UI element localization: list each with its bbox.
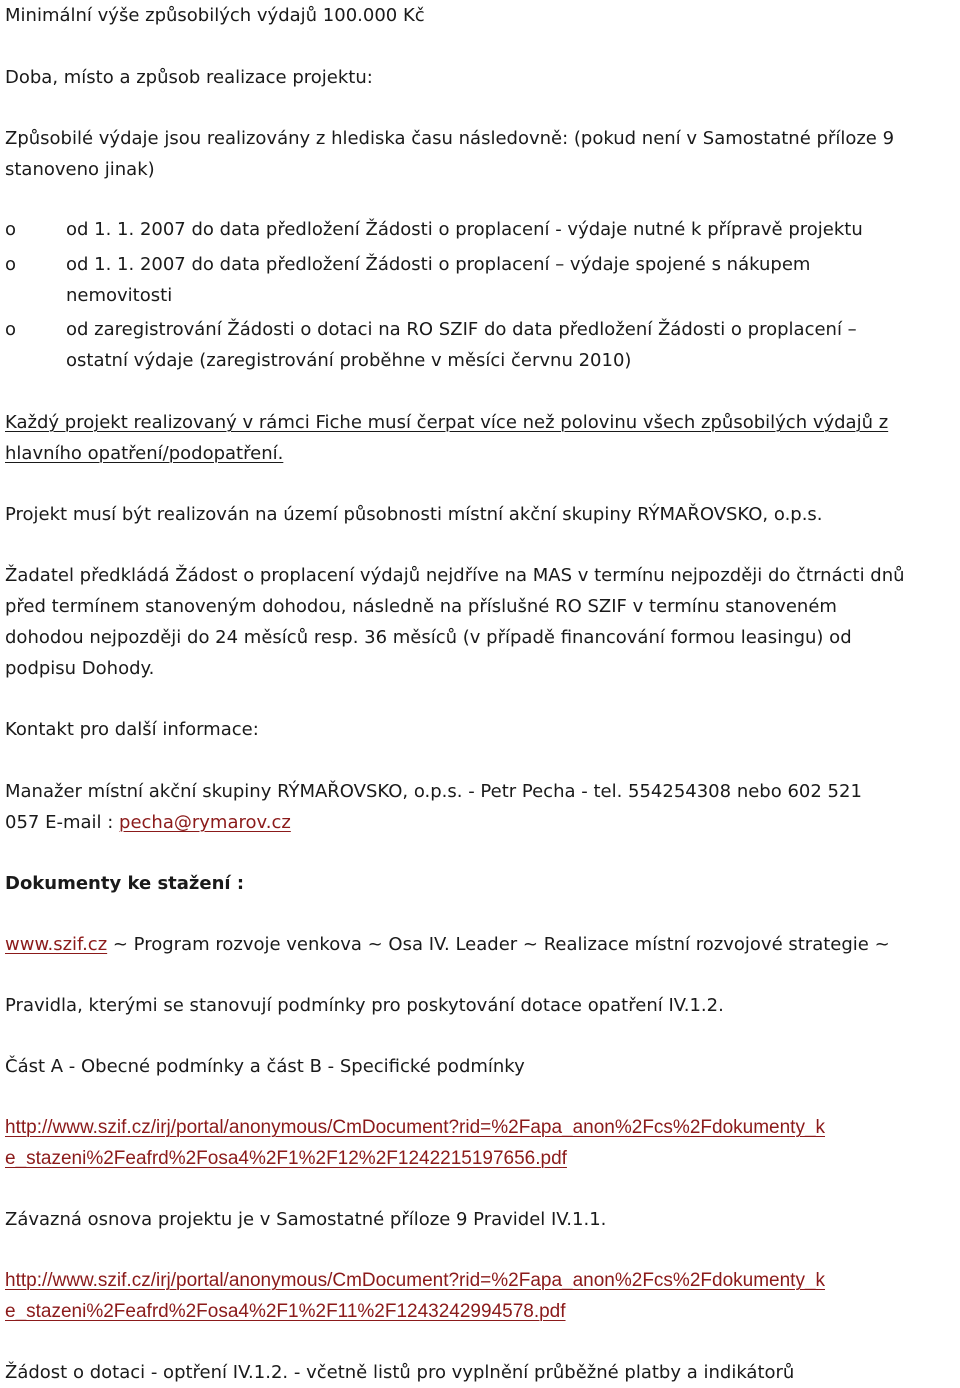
part-ab-text: Část A - Obecné podmínky a část B - Specifické podmínky — [5, 1056, 525, 1077]
application-form-text: Žádost o dotaci - optření IV.1.2. - včetně listů pro vyplnění průběžné platby a indikátorů — [5, 1362, 795, 1383]
bullet-marker: o — [5, 219, 17, 240]
rules-text: Pravidla, kterými se stanovují podmínky pro poskytování dotace opatření IV.1.2. — [5, 995, 724, 1016]
applicant-text-line3: dohodou nejpozději do 24 měsíců resp. 36 měsíců (v případě financování formou leasingu) od — [5, 627, 852, 648]
email-link[interactable]: pecha@rymarov.cz — [119, 812, 291, 833]
outline-text: Závazná osnova projektu je v Samostatné příloze 9 Pravidel IV.1.1. — [5, 1209, 607, 1230]
document-link-1-line2[interactable]: e_stazeni%2Feafrd%2Fosa4%2F1%2F12%2F1242215197656.pdf — [5, 1148, 567, 1169]
szif-path-text: ~ Program rozvoje venkova ~ Osa IV. Leader ~ Realizace místní rozvojové strategie ~ — [107, 934, 890, 955]
timing-heading: Doba, místo a způsob realizace projektu: — [5, 67, 373, 88]
fiche-rule-line2: hlavního opatření/podopatření. — [5, 443, 284, 464]
bullet-marker: o — [5, 254, 17, 275]
document-link-2-line1[interactable]: http://www.szif.cz/irj/portal/anonymous/CmDocument?rid=%2Fapa_anon%2Fcs%2Fdokumenty_k — [5, 1270, 826, 1291]
list-item-text: od 1. 1. 2007 do data předložení Žádosti o proplacení – výdaje spojené s nákupem — [66, 254, 811, 275]
list-item-text: od zaregistrování Žádosti o dotaci na RO SZIF do data předložení Žádosti o proplacení – — [66, 319, 857, 340]
contact-heading: Kontakt pro další informace: — [5, 719, 259, 740]
document-link-1-line1[interactable]: http://www.szif.cz/irj/portal/anonymous/CmDocument?rid=%2Fapa_anon%2Fcs%2Fdokumenty_k — [5, 1117, 826, 1138]
applicant-text-line2: před termínem stanoveným dohodou, následně na příslušné RO SZIF v termínu stanoveném — [5, 596, 837, 617]
applicant-text-line1: Žadatel předkládá Žádost o proplacení výdajů nejdříve na MAS v termínu nejpozději do čtrnácti dnů — [5, 565, 905, 586]
list-item-text-continued: nemovitosti — [66, 285, 173, 306]
territory-text: Projekt musí být realizován na území působnosti místní akční skupiny RÝMAŘOVSKO, o.p.s. — [5, 504, 823, 525]
list-item-text: od 1. 1. 2007 do data předložení Žádosti o proplacení - výdaje nutné k přípravě projektu — [66, 219, 863, 240]
list-item-text-continued: ostatní výdaje (zaregistrování proběhne v měsíci červnu 2010) — [66, 350, 632, 371]
eligible-text-line2: stanoveno jinak) — [5, 159, 155, 180]
applicant-text-line4: podpisu Dohody. — [5, 658, 155, 679]
manager-contact-line1: Manažer místní akční skupiny RÝMAŘOVSKO, o.p.s. - Petr Pecha - tel. 554254308 nebo 602 521 — [5, 781, 862, 802]
documents-heading: Dokumenty ke stažení : — [5, 873, 245, 894]
szif-link[interactable]: www.szif.cz — [5, 934, 108, 955]
manager-contact-line2 — [5, 807, 291, 838]
eligible-text-line1: Způsobilé výdaje jsou realizovány z hlediska času následovně: (pokud není v Samostatné příloze 9 — [5, 128, 895, 149]
min-expense-text: Minimální výše způsobilých výdajů 100.000 Kč — [5, 5, 425, 26]
bullet-marker: o — [5, 319, 17, 340]
fiche-rule-line1: Každý projekt realizovaný v rámci Fiche musí čerpat více než polovinu všech způsobilých výdajů z — [5, 412, 889, 433]
email-label: 057 E-mail : — [5, 812, 120, 833]
szif-breadcrumb — [5, 929, 890, 960]
document-link-2-line2[interactable]: e_stazeni%2Feafrd%2Fosa4%2F1%2F11%2F1243242994578.pdf — [5, 1301, 566, 1322]
